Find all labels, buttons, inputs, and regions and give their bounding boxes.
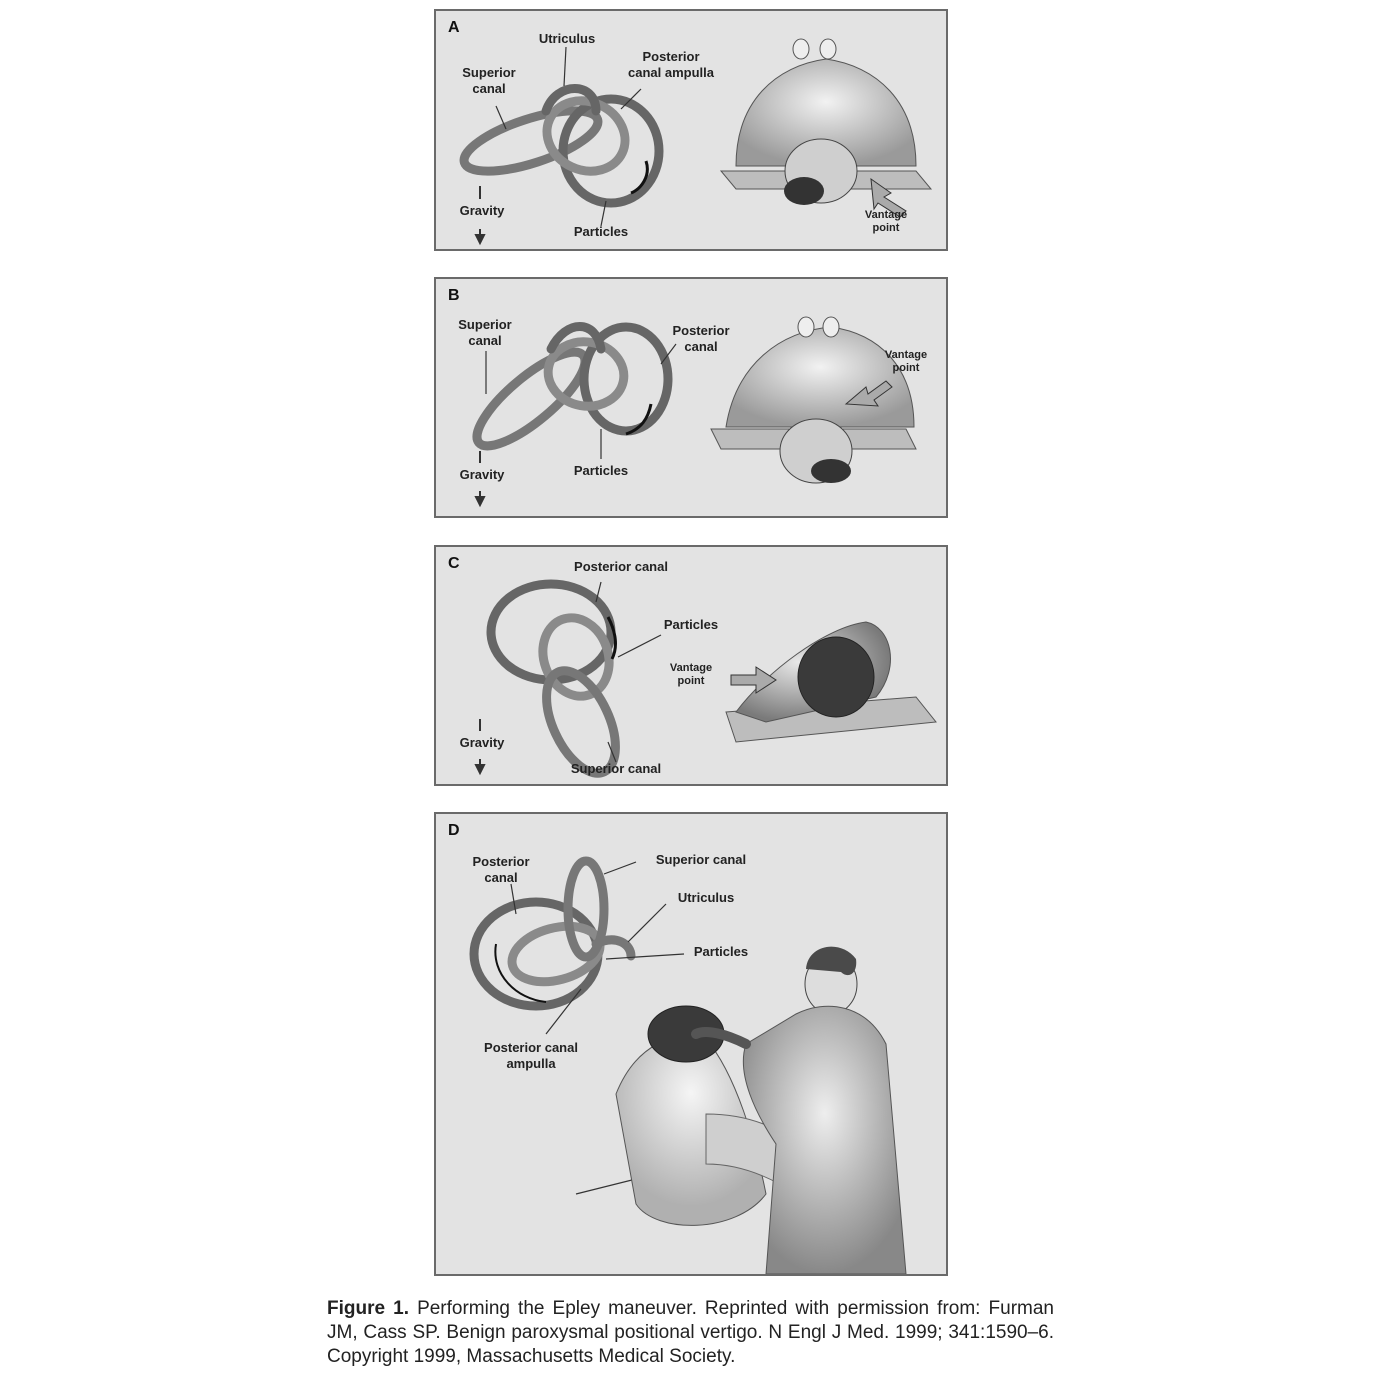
label-posterior-canal: Posterior canal [472,854,530,885]
label-gravity: Gravity [459,735,505,750]
label-posterior-canal: Posterior canal [672,323,730,354]
label-posterior-canal-ampulla: Posterior canal ampulla [484,1040,578,1071]
label-utriculus: Utriculus [538,31,596,46]
label-vantage-point: Vantage point [864,209,908,234]
label-particles: Particles [663,617,719,632]
label-superior-canal: Superior canal [458,317,512,348]
label-particles: Particles [693,944,749,959]
panel-d [434,812,948,1276]
label-superior-canal: Superior canal [570,761,662,776]
label-posterior-canal-ampulla: Posterior canal ampulla [628,49,714,80]
label-gravity: Gravity [459,203,505,218]
panel-c [434,545,948,786]
patient-figure [721,39,931,205]
panel-d-letter: D [448,822,460,839]
label-posterior-canal: Posterior canal [574,559,668,574]
label-particles: Particles [573,463,629,478]
caption-text: Performing the Epley maneuver. Reprinted with permission from: Furman JM, Cass SP. Benign paroxysmal positional vertigo. N Engl J Med. 1999; 341:1590–6. Copyright 1999, Massachusetts Medical Society. [327,1298,1054,1367]
label-vantage-point: Vantage point [669,662,713,687]
label-particles: Particles [573,224,629,239]
caption-label: Figure 1. [327,1298,409,1319]
panel-a-letter: A [448,19,460,36]
label-utriculus: Utriculus [677,890,735,905]
panel-b [434,277,948,518]
panel-c-letter: C [448,555,460,572]
label-vantage-point: Vantage point [884,349,928,374]
labyrinth-drawing [491,584,630,784]
labyrinth-drawing [458,88,659,203]
panel-b-letter: B [448,287,460,304]
figure-caption [327,1297,1054,1369]
label-superior-canal: Superior canal [462,65,516,96]
panel-a [434,9,948,251]
label-gravity: Gravity [459,467,505,482]
label-superior-canal: Superior canal [655,852,747,867]
